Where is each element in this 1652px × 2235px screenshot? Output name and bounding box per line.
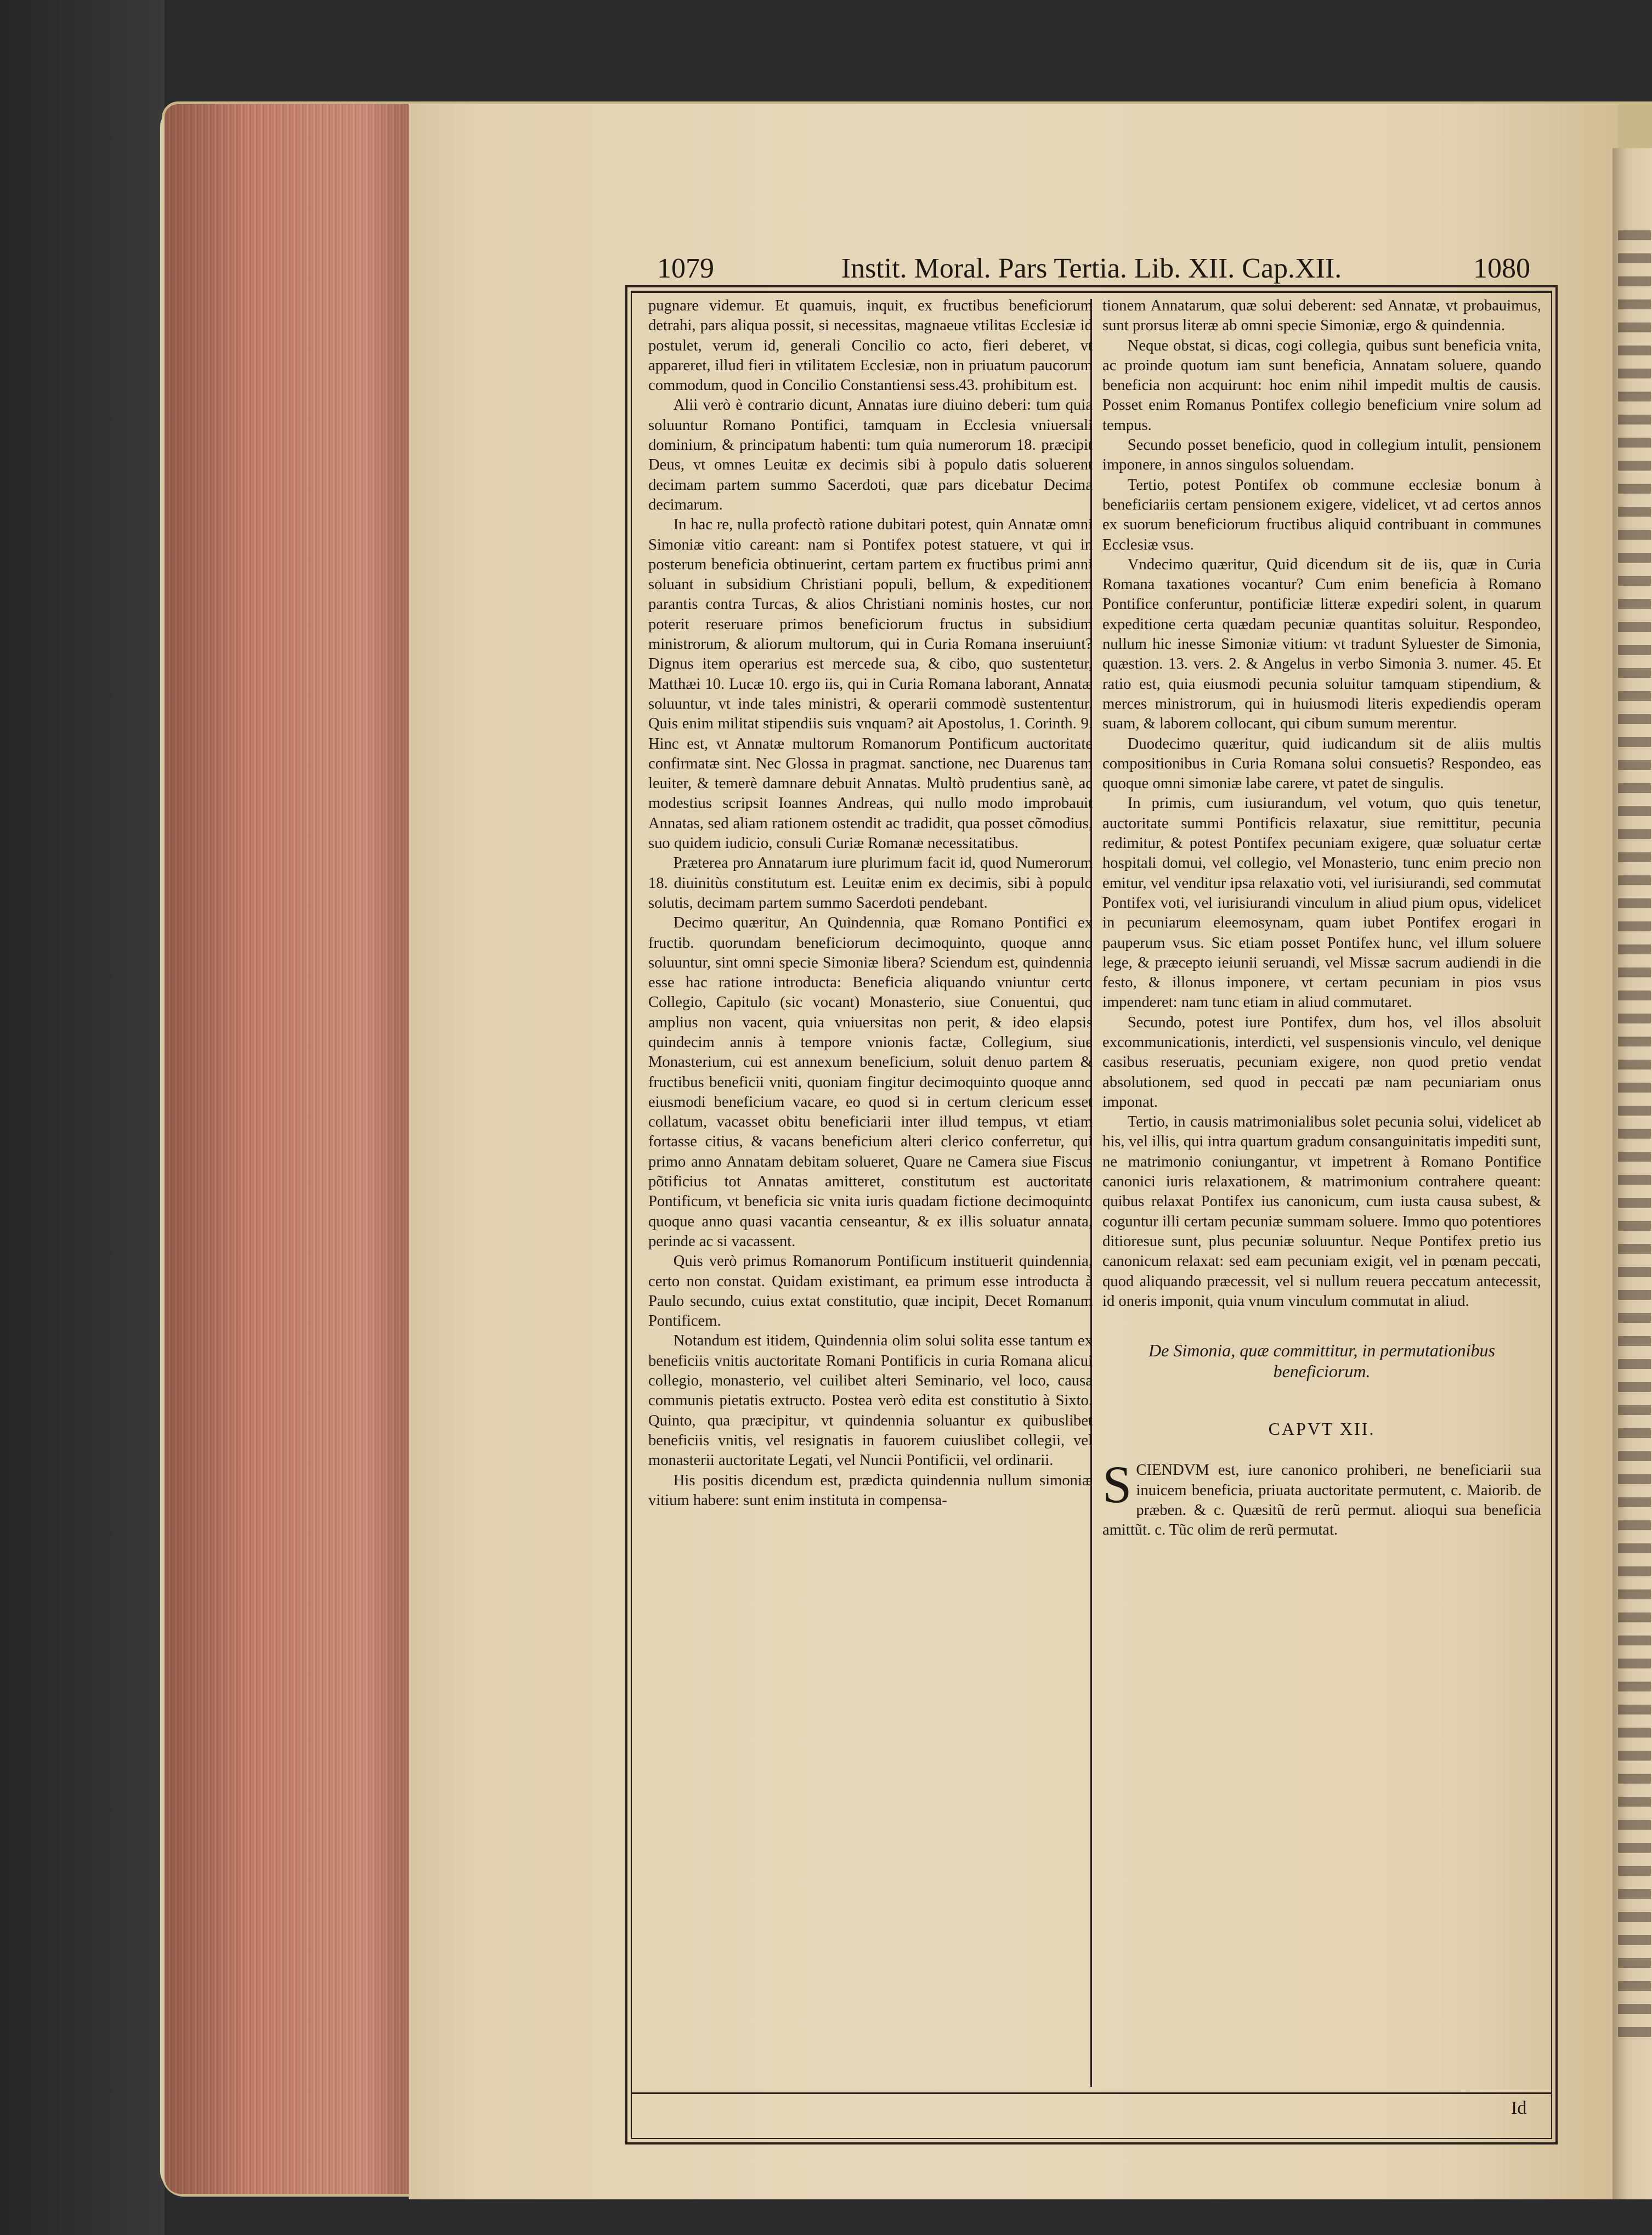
catchword: Id <box>1511 2098 1527 2118</box>
paragraph: Duodecimo quæritur, quid iudicandum sit de aliis multis compositionibus in Curia Romana solui consuetis? Respondeo, eas quoque omni simoniæ labe carere, vt patet de singulis. <box>1102 735 1541 793</box>
paragraph: His positis dicendum est, prædicta quindennia nullum simoniæ vitium habere: sunt enim instituta in compensa- <box>648 1472 1093 1509</box>
folio-left: 1079 <box>657 253 714 284</box>
facing-page-text-sliver <box>1618 230 1651 2040</box>
paragraph: Quis verò primus Romanorum Pontificum instituerit quindennia, certo non constat. Quidam existimant, ea primum esse introducta à Paulo secundo, cuius extat constitutio, quæ incipit, Decet Romanum Pontificem. <box>648 1253 1093 1330</box>
chapter-opening-paragraph <box>1102 1455 1541 1540</box>
right-column <box>1102 296 1541 1541</box>
paragraph: Decimo quæritur, An Quindennia, quæ Romano Pontifici ex fructib. quorundam beneficiorum decimoquinto, quoque anno soluuntur, sint omni specie Simoniæ libera? Sciendum est, quindennia esse hac ratione introducta: Beneficia aliquando vniuntur certo Collegio, Capitulo (sic vocant) Monasterio, siue Conuentui, quo amplius non vacent, quia vniuersitas non perit, & ideo elapsis quindecim annis à tempore vnionis factæ, Collegium, siue Monasterium, cui est annexum beneficium, soluit denuo partem & fructibus beneficii vniti, quoniam fingitur decimoquinto quoque anno eiusmodi beneficium vacare, eo quod si in certum clericum esset collatum, vacasset obitu beneficiarii inter illud tempus, vt etiam fortasse citius, & vacans beneficium alteri clerico conferretur, qui primo anno Annatam debitam solueret, Quare ne Camera siue Fiscus põtificius tot Annatas amitteret, constitutum est auctoritate Pontificum, vt beneficia sic vnita iuris quadam fictione decimoquinto quoque anno quasi vacantia censeantur, & ex illis soluatur annata, perinde ac si vacassent. <box>648 914 1093 1250</box>
running-title: Instit. Moral. Pars Tertia. Lib. XII. Cap.XII. <box>841 253 1342 284</box>
dark-background <box>0 0 165 2235</box>
left-column <box>648 296 1093 1510</box>
page-edge-shading <box>165 104 414 2194</box>
paragraph: Tertio, potest Pontifex ob commune ecclesiæ bonum à beneficiariis certam pensionem exigere, videlicet, vt ad certos annos ex suorum beneficiorum fructibus aliquid contribuant in communes Ecclesiæ vsus. <box>1102 476 1541 553</box>
chapter-label: CAPVT XII. <box>1268 1419 1376 1439</box>
paragraph: Secundo posset beneficio, quod in collegium intulit, pensionem imponere, in annos singulos soluendam. <box>1102 437 1541 474</box>
paragraph: Tertio, in causis matrimonialibus solet pecunia solui, videlicet ab his, vel illis, qui intra quartum gradum consanguinitatis impediti sunt, ne matrimonio coniungantur, vt impetrent à Romano Pontifice canonici iuris relaxationem, & matrimonium contrahere queant: quibus relaxat Pontifex ius canonicum, cum iusta causa subest, & coguntur illi certam pecuniæ summam soluere. Immo quo potentiores ditioresue sunt, plus pecuniæ soluuntur. Neque Pontifex pretio ius canonicum relaxat: sed eam pecuniam exigit, vel in pœnam peccati, quod aliquando præcessit, vel si nullum reuera peccatum antecessit, id oneris imponit, quia vnum vinculum commutat in aliud. <box>1102 1113 1541 1310</box>
paragraph: In primis, cum iusiurandum, vel votum, quo quis tenetur, auctoritate summi Pontificis relaxatur, siue remittitur, pecunia redimitur, & potest Pontifex pecuniam exigere, quæ soluatur certæ hospitali domui, vel collegio, vel Monasterio, tunc enim precio non emitur, vel venditur ipsa relaxatio voti, vel iurisiurandi, sed commutat Pontifex voti, vel iurisiurandi vinculum in aliud pium opus, videlicet in pecuniarum eleemosynam, quam iubet Pontifex erogari in pauperum vsus. Sic etiam posset Pontifex hunc, vel illum soluere lege, & præcepto ieiunii seruandi, vel Missæ sacrum audiendi in die festo, & illonus imponere, vt certam pecuniam in pios vsus impenderet: nam tunc etiam in aliud commutaret. <box>1102 795 1541 1011</box>
chapter-opening-text: CIENDVM est, iure canonico prohiberi, ne beneficiarii sua inuicem beneficia, priuata auctoritate permutent, c. Maiorib. de præben. & c. Quæsitũ de rerũ permut. alioqui sua beneficia amittũt. c. Tũc olim de rerũ permutat. <box>1102 1462 1541 1539</box>
paragraph: In hac re, nulla profectò ratione dubitari potest, quin Annatæ omni Simoniæ vitio careant: nam si Pontifex potest statuere, vt qui in posterum beneficia obtinuerint, certam partem ex fructibus primi anni soluant in subsidium Christiani populi, bellum, & expeditionem parantis contra Turcas, & alios Christiani nominis hostes, cur non poterit reseruare primos beneficiorum fructus in subsidium ministrorum, & aliorum multorum, qui in Curia Romana inseruiunt? Dignus item operarius est mercede sua, & cibo, quo sustentetur, Matthæi 10. Lucæ 10. ergo iis, qui in Curia Romana laborant, Annatæ soluuntur, vt inde tales ministri, & operarii commodè sustententur. Quis enim militat stipendiis suis vnquam? ait Apostolus, 1. Corinth. 9. Hinc est, vt Annatæ multorum Romanorum Pontificum auctoritate confirmatæ sint. Nec Glossa in pragmat. sanctione, nec Duarenus tam leuiter, & temerè damnare debuit Annatas. Multò prudentius sanè, ac modestius scripsit Ioannes Andreas, qui nullo modo improbauit Annatas, sed aliam rationem ostendit ac tradidit, qua posset cõmodius, suo quidem iudicio, consuli Curiæ Romanæ necessitatibus. <box>648 516 1093 852</box>
paragraph: pugnare videmur. Et quamuis, inquit, ex fructibus beneficiorum detrahi, pars aliqua possit, si necessitas, magnaeue vtilitas Ecclesiæ id postulet, verum id, generali Concilio co acto, fieri deberet, vt appareret, illud fieri in vtilitatem Ecclesiæ, non in priuatum paucorum commodum, quod in Concilio Constantiensi sess.43. prohibitum est. <box>648 297 1093 394</box>
paragraph: Vndecimo quæritur, Quid dicendum sit de iis, quæ in Curia Romana taxationes vocantur? Cum enim beneficia à Romano Pontifice conferuntur, pontificiæ litteræ expediri solent, in quarum expeditione certa quædam pecuniæ quantitas soluitur. Respondeo, nullum hic inesse Simoniæ vitium: vt tradunt Syluester de Simonia, quæstion. 13. vers. 2. & Angelus in verbo Simonia 3. numer. 45. Et ratio est, quia eiusmodi pecunia soluitur tamquam stipendium, & merces ministrorum, qui in huiusmodi literis expediendis operam suam, & laborem collocant, qui cibum sumum merentur. <box>1102 556 1541 733</box>
paragraph: Præterea pro Annatarum iure plurimum facit id, quod Numerorum 18. diuinitùs constitutum est. Leuitæ enim ex decimis, sibi à populo solutis, decimam partem summo Sacerdoti pendebant. <box>648 855 1093 912</box>
drop-cap-initial: S <box>1102 1455 1132 1514</box>
paragraph: Secundo, potest iure Pontifex, dum hos, vel illos absoluit excommunicationis, interdicti, vel suspensionis vinculo, vel denique casibus reseruatis, pecuniam exigere, non quod pretio vendat absolutionem, sed quod in peccati pæ nam pecuniariam onus imponat. <box>1102 1014 1541 1111</box>
paragraph: Neque obstat, si dicas, cogi collegia, quibus sunt beneficia vnita, ac proinde quotum iam sunt beneficia, Annatam soluere, quando beneficia non acquirunt: hoc enim nihil impedit multis de causis. Posset enim Romanus Pontifex collegio beneficium vnire solum ad tempus. <box>1102 337 1541 434</box>
paragraph: Alii verò è contrario dicunt, Annatas iure diuino deberi: tum quia soluuntur Romano Pontifici, tamquam in Ecclesia vniuersali dominium, & principatum habenti: tum quia numerorum 18. præcipit Deus, vt omnes Leuitæ ex decimis sibi à populo datis soluerent decimam partem summo Sacerdoti, quæ pars dicebatur Decima decimarum. <box>648 397 1093 513</box>
section-heading: De Simonia, quæ committitur, in permutationibus beneficiorum. <box>1149 1340 1495 1382</box>
paragraph: tionem Annatarum, quæ solui deberent: sed Annatæ, vt probauimus, sunt prorsus literæ ab omni specie Simoniæ, ergo & quindennia. <box>1102 297 1541 335</box>
bottom-rule <box>631 2092 1552 2094</box>
paragraph: Notandum est itidem, Quindennia olim solui solita esse tantum ex beneficiis vnitis auctoritate Romani Pontificis in curia Romana alicui collegio, monasterio, vel cuilibet alteri Seminario, vel loco, causa communis pietatis extructo. Postea verò edita est constitutio à Sixto. Quinto, qua præcipitur, vt quindennia soluantur ex quibuslibet beneficiis vnitis, vel resignatis in fauorem cuiuslibet collegii, vel monasterii auctoritate Legati, vel Nuncii Pontificii, vel ordinarii. <box>648 1332 1093 1469</box>
folio-right: 1080 <box>1473 253 1530 284</box>
